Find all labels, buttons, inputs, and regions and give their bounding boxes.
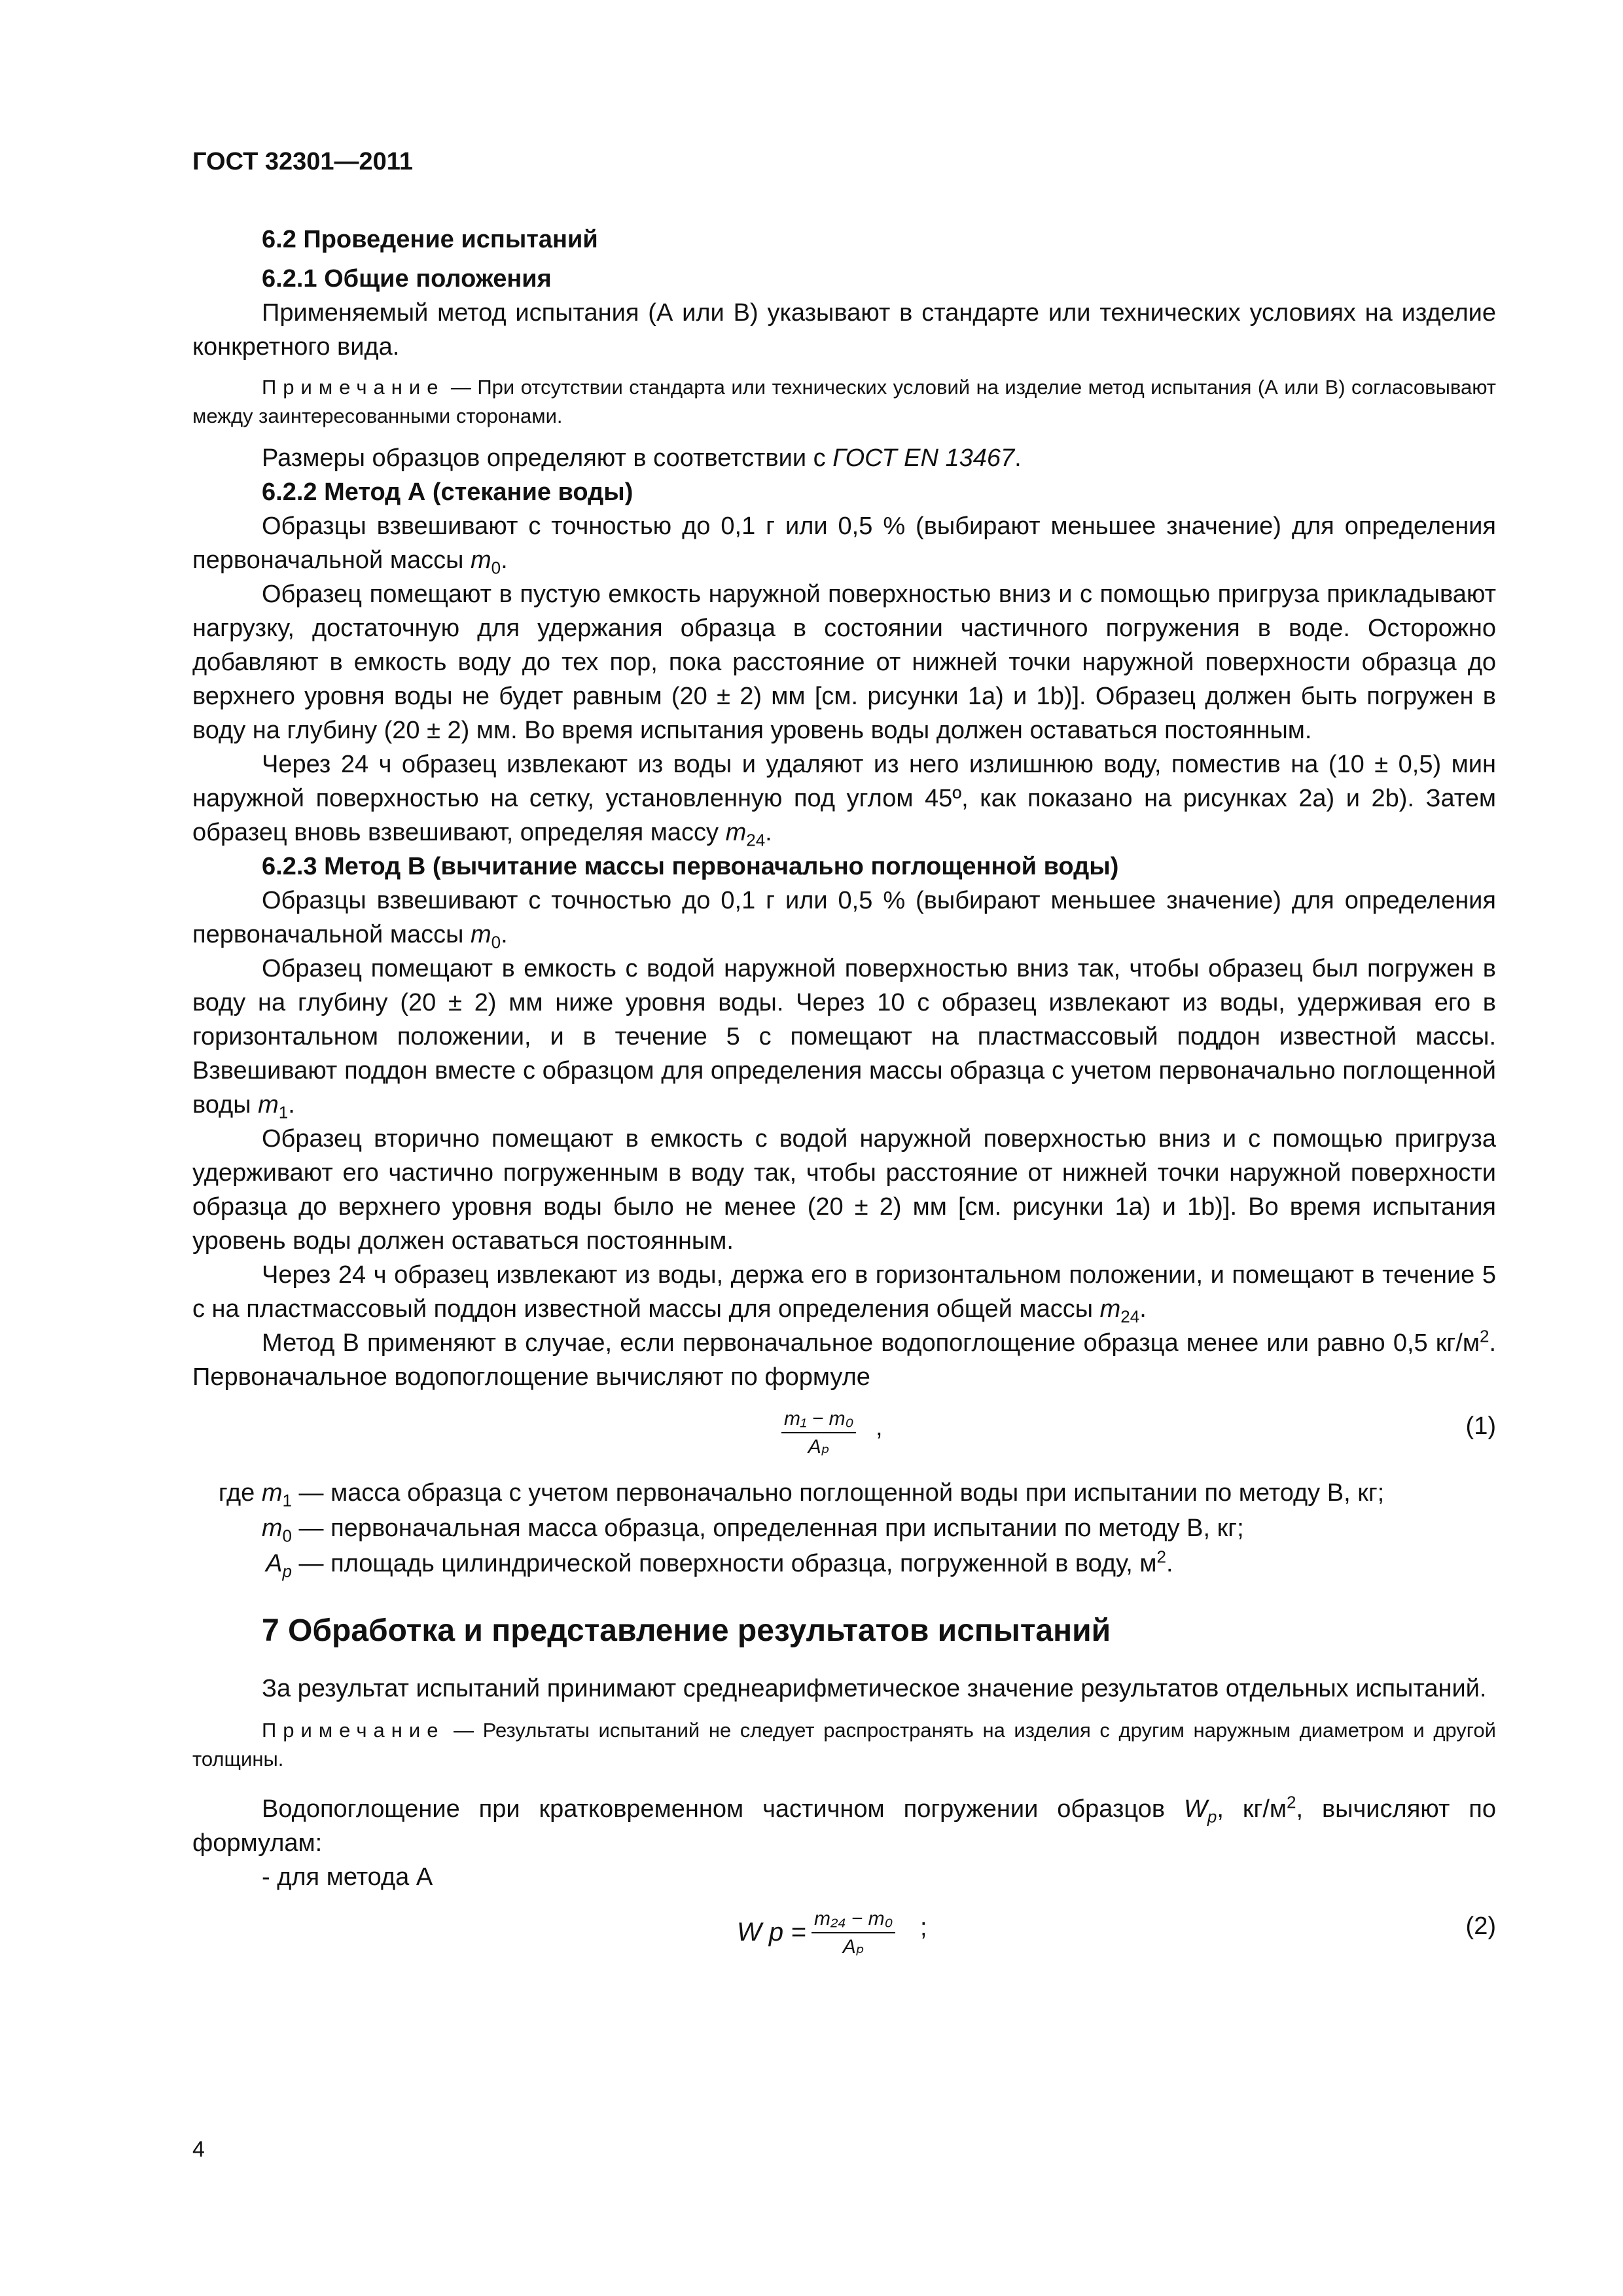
list-item: - для метода А [262, 1863, 433, 1891]
note-text: — При отсутствии стандарта или технических условий на изделие метод испытания (А или В) согласовывают между заинтересованными сторонами. [192, 376, 1496, 427]
paragraph: Через 24 ч образец извлекают из воды, держа его в горизонтальном положении, и помещают в течение 5 с на пластмассовый поддон известной массы для определения общей массы $m_{24}$. [192, 1261, 1496, 1327]
formula-lhs: W p = [737, 1918, 806, 1946]
section-7-heading: 7 Обработка и представление результатов испытаний [262, 1613, 1111, 1648]
standard-header: ГОСТ 32301—2011 [192, 148, 413, 175]
fraction-numerator: m₁ − m₀ [781, 1406, 856, 1433]
paragraph: Образец помещают в емкость с водой наружной поверхностью вниз так, чтобы образец был погружен в воду на глубину (20 ± 2) мм ниже уровня воды. Через 10 с образец извлекают из воды, удерживая его в горизонтальном положении, и в течение 5 с помещают на пластмассовый поддон известной массы. Взвешивают поддон вместе с образцом для определения массы образца с учетом первоначально поглощенной воды $m_1$. [192, 955, 1496, 1122]
paragraph: Метод В применяют в случае, если первоначальное водопоглощение образца менее или равно 0,5 $кг/м^2$. Первоначальное водопоглощение вычисляют по формуле [192, 1326, 1496, 1391]
note-label: Примечание [262, 1719, 445, 1742]
where-row: $m_0$ — первоначальная масса образца, определенная при испытании по методу В, кг; [261, 1515, 1244, 1546]
fraction [812, 1906, 895, 1961]
section-6-2-heading: 6.2 Проведение испытаний [262, 226, 598, 253]
formula-2 [192, 1906, 1496, 1969]
paragraph: Образцы взвешивают с точностью до 0,1 г или 0,5 % (выбирают меньшее значение) для определения первоначальной массы $m_0$. [192, 512, 1496, 578]
paragraph: Образцы взвешивают с точностью до 0,1 г или 0,5 % (выбирают меньшее значение) для определения первоначальной массы $m_0$. [192, 887, 1496, 952]
paragraph: Размеры образцов определяют в соответствии с ГОСТ EN 13467. [262, 444, 1022, 472]
paragraph: Образец помещают в пустую емкость наружной поверхностью вниз и с помощью пригруза прикладывают нагрузку, достаточную для удержания образца в состоянии частичного погружения в воде. Осторожно добавляют в емкость воду до тех пор, пока расстояние от нижней точки наружной поверхности образца до верхнего уровня воды не будет равным (20 ± 2) мм [см. рисунки 1a) и 1b)]. Образец должен быть погружен в воду на глубину (20 ± 2) мм. Во время испытания уровень воды должен оставаться постоянным. [192, 581, 1496, 744]
section-6-2-1-heading: 6.2.1 Общие положения [262, 265, 552, 293]
fraction-denominator: Aₚ [808, 1436, 830, 1458]
paragraph: За результат испытаний принимают среднеарифметическое значение результатов отдельных испытаний. [262, 1675, 1487, 1702]
page-content [192, 223, 1496, 1969]
paragraph: Водопоглощение при кратковременном частичном погружении образцов $W_p$, $кг/м^2$, вычисляют по формулам: [192, 1792, 1496, 1857]
paragraph: Через 24 ч образец извлекают из воды и удаляют из него излишнюю воду, поместив на (10 ± 0,5) мин наружной поверхностью на сетку, установленную под углом 45º, как показано на рисунках 2a) и 2b). Затем образец вновь взвешивают, определяя массу $m_{24}$. [192, 751, 1496, 850]
fraction-denominator: Aₚ [842, 1936, 865, 1958]
formula-1 [192, 1406, 1496, 1469]
section-6-2-3-heading: 6.2.3 Метод В (вычитание массы первоначально поглощенной воды) [262, 853, 1119, 880]
paragraph: Применяемый метод испытания (А или В) указывают в стандарте или технических условиях на изделие конкретного вида. [192, 299, 1496, 361]
note-text: — Результаты испытаний не следует распространять на изделия с другим наружным диаметром и другой толщины. [192, 1719, 1496, 1770]
fraction [781, 1406, 856, 1461]
where-row: $A_p$ — площадь цилиндрической поверхности образца, погруженной в воду, $м^2$. [266, 1547, 1173, 1581]
standard-reference: ГОСТ EN 13467 [832, 444, 1015, 472]
fraction-numerator: m₂₄ − m₀ [812, 1906, 895, 1933]
where-row: где $m_1$ — масса образца с учетом первоначально поглощенной воды при испытании по методу В, кг; [218, 1479, 1385, 1511]
section-6-2-2-heading: 6.2.2 Метод А (стекание воды) [262, 478, 633, 506]
page-number: 4 [192, 2137, 205, 2162]
note [192, 1716, 1496, 1774]
formula-number: (1) [1465, 1412, 1496, 1440]
paragraph: Образец вторично помещают в емкость с водой наружной поверхностью вниз и с помощью пригруза удерживают его частично погруженным в воду так, чтобы расстояние от нижней точки наружной поверхности образца до верхнего уровня воды было не менее (20 ± 2) мм [см. рисунки 1a) и 1b)]. Во время испытания уровень воды должен оставаться постоянным. [192, 1125, 1496, 1255]
note [192, 373, 1496, 431]
formula-punctuation: , [876, 1414, 883, 1441]
formula-punctuation: ; [920, 1914, 927, 1941]
note-label: Примечание [262, 376, 445, 399]
formula-number: (2) [1465, 1912, 1496, 1940]
where-list [192, 1475, 1496, 1581]
